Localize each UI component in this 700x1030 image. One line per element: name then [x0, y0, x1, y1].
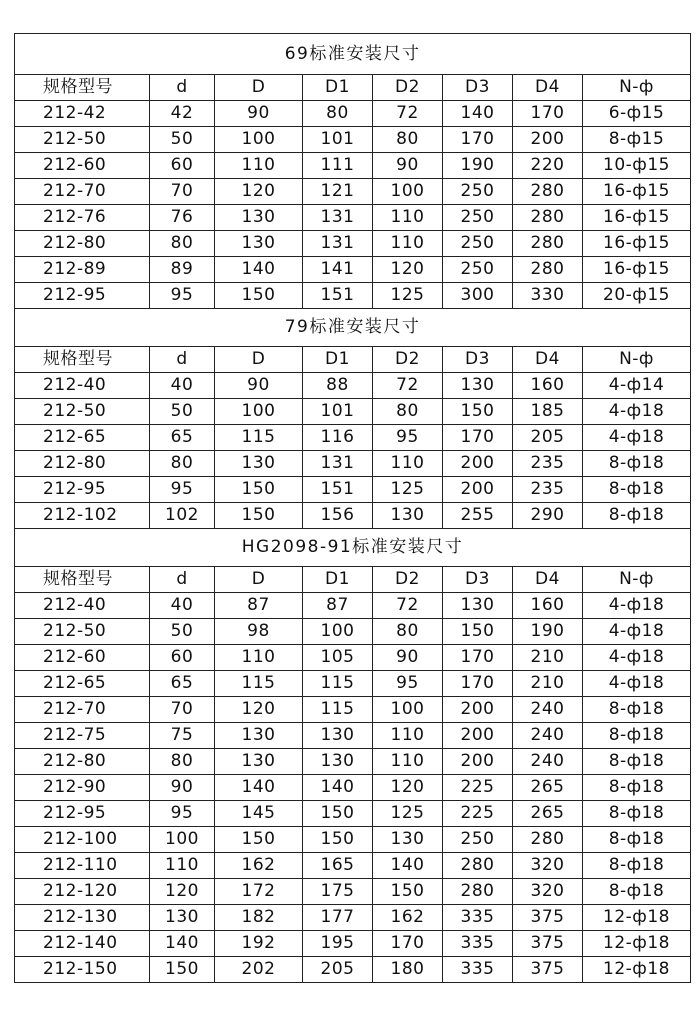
table-cell: 212-40 [15, 593, 150, 619]
table-cell: 150 [443, 399, 513, 425]
table-cell: 100 [150, 827, 215, 853]
table-cell: 335 [443, 957, 513, 983]
table-cell: 170 [513, 101, 583, 127]
table-cell: 250 [443, 205, 513, 231]
table-cell: 220 [513, 153, 583, 179]
column-header: d [150, 75, 215, 101]
table-cell: 130 [215, 749, 303, 775]
table-cell: 16-ф15 [583, 179, 691, 205]
table-cell: 87 [303, 593, 373, 619]
table-row [15, 619, 691, 645]
table-row [15, 179, 691, 205]
table-cell: 90 [150, 775, 215, 801]
table-cell: 212-95 [15, 801, 150, 827]
column-header: 规格型号 [15, 347, 150, 373]
column-header: D1 [303, 347, 373, 373]
table-cell: 110 [373, 205, 443, 231]
table-cell: 100 [373, 179, 443, 205]
table-cell: 8-ф18 [583, 477, 691, 503]
table-cell: 8-ф18 [583, 503, 691, 529]
table-cell: 131 [303, 205, 373, 231]
table-cell: 95 [373, 671, 443, 697]
table-cell: 212-75 [15, 723, 150, 749]
table-cell: 280 [443, 879, 513, 905]
table-cell: 141 [303, 257, 373, 283]
table-cell: 160 [513, 593, 583, 619]
table-cell: 320 [513, 853, 583, 879]
table-row [15, 205, 691, 231]
table-cell: 200 [443, 749, 513, 775]
table-row [15, 775, 691, 801]
table-row [15, 827, 691, 853]
section-title: HG2098-91标准安装尺寸 [15, 529, 691, 567]
table-cell: 212-150 [15, 957, 150, 983]
table-cell: 202 [215, 957, 303, 983]
table-cell: 150 [150, 957, 215, 983]
table-cell: 130 [215, 231, 303, 257]
table-cell: 87 [215, 593, 303, 619]
table-cell: 16-ф15 [583, 231, 691, 257]
table-cell: 60 [150, 645, 215, 671]
table-cell: 130 [303, 723, 373, 749]
table-row [15, 153, 691, 179]
table-cell: 72 [373, 101, 443, 127]
table-cell: 212-65 [15, 671, 150, 697]
table-cell: 80 [150, 231, 215, 257]
table-cell: 162 [373, 905, 443, 931]
table-cell: 121 [303, 179, 373, 205]
table-cell: 330 [513, 283, 583, 309]
table-cell: 212-90 [15, 775, 150, 801]
table-cell: 150 [215, 827, 303, 853]
table-cell: 150 [373, 879, 443, 905]
table-cell: 170 [443, 127, 513, 153]
table-cell: 100 [303, 619, 373, 645]
table-cell: 212-50 [15, 399, 150, 425]
table-cell: 130 [150, 905, 215, 931]
table-cell: 120 [215, 697, 303, 723]
table-cell: 102 [150, 503, 215, 529]
table-cell: 210 [513, 645, 583, 671]
table-row [15, 957, 691, 983]
column-header: D1 [303, 567, 373, 593]
table-cell: 20-ф15 [583, 283, 691, 309]
table-cell: 130 [215, 451, 303, 477]
table-cell: 90 [373, 153, 443, 179]
table-cell: 10-ф15 [583, 153, 691, 179]
table-row [15, 645, 691, 671]
table-cell: 125 [373, 801, 443, 827]
table-cell: 195 [303, 931, 373, 957]
table-cell: 130 [373, 503, 443, 529]
table-cell: 101 [303, 399, 373, 425]
table-row [15, 231, 691, 257]
table-cell: 140 [303, 775, 373, 801]
table-cell: 212-80 [15, 451, 150, 477]
table-cell: 192 [215, 931, 303, 957]
column-header: D [215, 567, 303, 593]
table-row [15, 399, 691, 425]
table-cell: 212-95 [15, 477, 150, 503]
table-cell: 95 [150, 801, 215, 827]
section-title-row [15, 34, 691, 75]
column-header: D4 [513, 347, 583, 373]
table-row [15, 853, 691, 879]
table-cell: 250 [443, 257, 513, 283]
table-cell: 8-ф18 [583, 801, 691, 827]
section-title: 69标准安装尺寸 [15, 34, 691, 75]
table-cell: 8-ф18 [583, 827, 691, 853]
table-row [15, 101, 691, 127]
table-cell: 120 [373, 257, 443, 283]
table-row [15, 283, 691, 309]
table-cell: 212-130 [15, 905, 150, 931]
table-cell: 172 [215, 879, 303, 905]
table-row [15, 905, 691, 931]
table-cell: 200 [443, 723, 513, 749]
column-header: D3 [443, 347, 513, 373]
column-header: D1 [303, 75, 373, 101]
table-cell: 100 [215, 127, 303, 153]
table-cell: 280 [513, 205, 583, 231]
table-cell: 8-ф18 [583, 451, 691, 477]
table-cell: 95 [150, 283, 215, 309]
table-cell: 145 [215, 801, 303, 827]
table-cell: 12-ф18 [583, 957, 691, 983]
table-cell: 200 [443, 697, 513, 723]
column-header: 规格型号 [15, 567, 150, 593]
table-cell: 212-120 [15, 879, 150, 905]
table-row [15, 697, 691, 723]
table-cell: 4-ф18 [583, 645, 691, 671]
table-cell: 110 [150, 853, 215, 879]
table-cell: 4-ф14 [583, 373, 691, 399]
table-cell: 120 [373, 775, 443, 801]
table-cell: 235 [513, 477, 583, 503]
column-header: D3 [443, 75, 513, 101]
table-cell: 335 [443, 931, 513, 957]
table-cell: 80 [150, 451, 215, 477]
section-title-row [15, 529, 691, 567]
table-cell: 212-42 [15, 101, 150, 127]
table-cell: 182 [215, 905, 303, 931]
table-cell: 120 [150, 879, 215, 905]
table-cell: 200 [443, 451, 513, 477]
table-cell: 151 [303, 477, 373, 503]
dimension-table [14, 33, 691, 983]
table-cell: 8-ф18 [583, 853, 691, 879]
table-cell: 88 [303, 373, 373, 399]
table-cell: 4-ф18 [583, 425, 691, 451]
table-cell: 151 [303, 283, 373, 309]
table-cell: 89 [150, 257, 215, 283]
table-cell: 90 [215, 373, 303, 399]
table-cell: 16-ф15 [583, 205, 691, 231]
table-cell: 205 [303, 957, 373, 983]
table-cell: 60 [150, 153, 215, 179]
table-cell: 140 [443, 101, 513, 127]
table-cell: 212-70 [15, 179, 150, 205]
table-cell: 110 [373, 451, 443, 477]
table-cell: 70 [150, 179, 215, 205]
table-cell: 8-ф18 [583, 775, 691, 801]
table-cell: 212-40 [15, 373, 150, 399]
table-cell: 280 [513, 257, 583, 283]
table-cell: 255 [443, 503, 513, 529]
column-header: d [150, 347, 215, 373]
table-cell: 140 [150, 931, 215, 957]
table-cell: 212-80 [15, 749, 150, 775]
table-cell: 110 [373, 723, 443, 749]
table-cell: 375 [513, 957, 583, 983]
table-cell: 265 [513, 775, 583, 801]
table-cell: 185 [513, 399, 583, 425]
table-cell: 100 [215, 399, 303, 425]
table-cell: 80 [373, 399, 443, 425]
table-cell: 235 [513, 451, 583, 477]
table-cell: 175 [303, 879, 373, 905]
table-cell: 65 [150, 671, 215, 697]
table-row [15, 931, 691, 957]
table-cell: 12-ф18 [583, 905, 691, 931]
table-row [15, 373, 691, 399]
table-cell: 320 [513, 879, 583, 905]
table-cell: 130 [443, 373, 513, 399]
table-cell: 170 [373, 931, 443, 957]
table-cell: 130 [443, 593, 513, 619]
table-cell: 212-95 [15, 283, 150, 309]
table-cell: 4-ф18 [583, 593, 691, 619]
table-cell: 212-110 [15, 853, 150, 879]
table-cell: 280 [513, 231, 583, 257]
table-cell: 212-60 [15, 153, 150, 179]
column-header: D4 [513, 567, 583, 593]
table-cell: 212-89 [15, 257, 150, 283]
table-cell: 50 [150, 127, 215, 153]
table-cell: 101 [303, 127, 373, 153]
column-header: D2 [373, 75, 443, 101]
table-cell: 212-50 [15, 127, 150, 153]
table-cell: 131 [303, 451, 373, 477]
table-cell: 162 [215, 853, 303, 879]
table-cell: 250 [443, 827, 513, 853]
table-cell: 40 [150, 593, 215, 619]
table-cell: 125 [373, 283, 443, 309]
table-row [15, 425, 691, 451]
table-cell: 165 [303, 853, 373, 879]
table-cell: 300 [443, 283, 513, 309]
table-cell: 98 [215, 619, 303, 645]
table-cell: 115 [215, 425, 303, 451]
table-cell: 290 [513, 503, 583, 529]
table-cell: 42 [150, 101, 215, 127]
table-cell: 225 [443, 801, 513, 827]
table-cell: 280 [513, 179, 583, 205]
table-body [15, 34, 691, 983]
table-cell: 212-100 [15, 827, 150, 853]
table-row [15, 503, 691, 529]
table-cell: 125 [373, 477, 443, 503]
column-header: D3 [443, 567, 513, 593]
table-cell: 40 [150, 373, 215, 399]
column-header: D2 [373, 567, 443, 593]
table-cell: 170 [443, 671, 513, 697]
header-row [15, 75, 691, 101]
table-cell: 205 [513, 425, 583, 451]
table-cell: 240 [513, 697, 583, 723]
table-cell: 200 [513, 127, 583, 153]
table-cell: 110 [215, 153, 303, 179]
table-row [15, 723, 691, 749]
table-cell: 280 [443, 853, 513, 879]
table-cell: 80 [373, 127, 443, 153]
table-cell: 240 [513, 749, 583, 775]
table-cell: 160 [513, 373, 583, 399]
table-cell: 280 [513, 827, 583, 853]
column-header: D [215, 347, 303, 373]
table-cell: 212-76 [15, 205, 150, 231]
table-cell: 212-140 [15, 931, 150, 957]
table-cell: 150 [303, 801, 373, 827]
table-cell: 170 [443, 425, 513, 451]
table-row [15, 127, 691, 153]
table-cell: 200 [443, 477, 513, 503]
table-cell: 75 [150, 723, 215, 749]
table-cell: 8-ф18 [583, 879, 691, 905]
table-cell: 140 [215, 257, 303, 283]
table-row [15, 477, 691, 503]
table-cell: 115 [303, 697, 373, 723]
table-cell: 72 [373, 593, 443, 619]
table-cell: 4-ф18 [583, 619, 691, 645]
table-cell: 8-ф15 [583, 127, 691, 153]
table-cell: 130 [373, 827, 443, 853]
table-cell: 110 [373, 749, 443, 775]
column-header: N-ф [583, 567, 691, 593]
table-cell: 50 [150, 619, 215, 645]
table-cell: 110 [215, 645, 303, 671]
header-row [15, 567, 691, 593]
column-header: d [150, 567, 215, 593]
table-cell: 212-80 [15, 231, 150, 257]
table-cell: 150 [215, 283, 303, 309]
table-cell: 156 [303, 503, 373, 529]
table-cell: 76 [150, 205, 215, 231]
table-cell: 150 [443, 619, 513, 645]
table-cell: 140 [373, 853, 443, 879]
table-cell: 130 [215, 723, 303, 749]
section-title: 79标准安装尺寸 [15, 309, 691, 347]
table-cell: 150 [215, 503, 303, 529]
table-cell: 130 [215, 205, 303, 231]
table-cell: 190 [513, 619, 583, 645]
table-cell: 100 [373, 697, 443, 723]
table-cell: 240 [513, 723, 583, 749]
column-header: 规格型号 [15, 75, 150, 101]
column-header: N-ф [583, 347, 691, 373]
table-cell: 177 [303, 905, 373, 931]
table-cell: 16-ф15 [583, 257, 691, 283]
table-cell: 90 [373, 645, 443, 671]
table-cell: 65 [150, 425, 215, 451]
table-cell: 131 [303, 231, 373, 257]
table-row [15, 451, 691, 477]
table-cell: 150 [215, 477, 303, 503]
table-cell: 212-70 [15, 697, 150, 723]
table-cell: 80 [303, 101, 373, 127]
table-cell: 250 [443, 179, 513, 205]
table-cell: 115 [215, 671, 303, 697]
table-cell: 80 [150, 749, 215, 775]
column-header: D [215, 75, 303, 101]
table-cell: 250 [443, 231, 513, 257]
table-cell: 116 [303, 425, 373, 451]
table-cell: 12-ф18 [583, 931, 691, 957]
table-cell: 335 [443, 905, 513, 931]
table-cell: 180 [373, 957, 443, 983]
table-cell: 95 [150, 477, 215, 503]
table-row [15, 879, 691, 905]
table-cell: 110 [373, 231, 443, 257]
table-cell: 72 [373, 373, 443, 399]
table-cell: 212-65 [15, 425, 150, 451]
table-cell: 111 [303, 153, 373, 179]
table-cell: 212-102 [15, 503, 150, 529]
table-cell: 170 [443, 645, 513, 671]
table-cell: 70 [150, 697, 215, 723]
header-row [15, 347, 691, 373]
table-cell: 212-60 [15, 645, 150, 671]
table-row [15, 801, 691, 827]
table-cell: 375 [513, 905, 583, 931]
table-cell: 150 [303, 827, 373, 853]
table-cell: 80 [373, 619, 443, 645]
table-cell: 6-ф15 [583, 101, 691, 127]
table-cell: 115 [303, 671, 373, 697]
table-cell: 140 [215, 775, 303, 801]
table-cell: 4-ф18 [583, 671, 691, 697]
table-cell: 90 [215, 101, 303, 127]
table-cell: 8-ф18 [583, 697, 691, 723]
column-header: D4 [513, 75, 583, 101]
table-cell: 120 [215, 179, 303, 205]
table-cell: 225 [443, 775, 513, 801]
table-cell: 210 [513, 671, 583, 697]
table-cell: 4-ф18 [583, 399, 691, 425]
table-cell: 95 [373, 425, 443, 451]
table-cell: 265 [513, 801, 583, 827]
section-title-row [15, 309, 691, 347]
table-row [15, 749, 691, 775]
table-cell: 50 [150, 399, 215, 425]
table-cell: 212-50 [15, 619, 150, 645]
dimension-sheet [14, 33, 690, 983]
table-row [15, 671, 691, 697]
table-cell: 8-ф18 [583, 723, 691, 749]
column-header: N-ф [583, 75, 691, 101]
column-header: D2 [373, 347, 443, 373]
table-row [15, 593, 691, 619]
table-cell: 105 [303, 645, 373, 671]
table-cell: 8-ф18 [583, 749, 691, 775]
table-cell: 375 [513, 931, 583, 957]
table-row [15, 257, 691, 283]
table-cell: 190 [443, 153, 513, 179]
table-cell: 130 [303, 749, 373, 775]
